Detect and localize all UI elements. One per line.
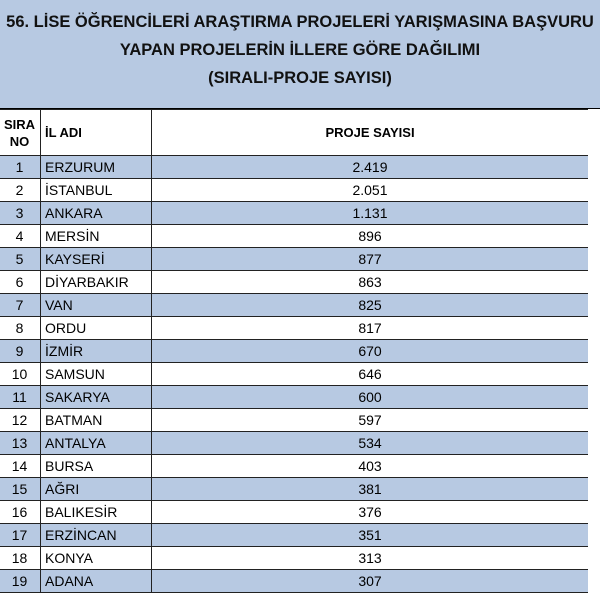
province-name: BURSA bbox=[41, 455, 152, 478]
row-number: 3 bbox=[0, 202, 41, 225]
project-count: 597 bbox=[152, 409, 589, 432]
table-row bbox=[0, 524, 589, 547]
page-margin bbox=[588, 109, 600, 600]
table-row bbox=[0, 317, 589, 340]
table-row bbox=[0, 225, 589, 248]
table-row bbox=[0, 340, 589, 363]
header-sira-line2: NO bbox=[9, 133, 30, 149]
row-number: 4 bbox=[0, 225, 41, 248]
row-number: 7 bbox=[0, 294, 41, 317]
project-count: 403 bbox=[152, 455, 589, 478]
province-name: ORDU bbox=[41, 317, 152, 340]
province-name: ADANA bbox=[41, 570, 152, 593]
project-count: 313 bbox=[152, 547, 589, 570]
title-line-1: 56. LİSE ÖĞRENCİLERİ ARAŞTIRMA PROJELERİ YARIŞMASINA BAŞVURU bbox=[6, 13, 594, 31]
table-row bbox=[0, 455, 589, 478]
table-row bbox=[0, 501, 589, 524]
project-count: 600 bbox=[152, 386, 589, 409]
table-row bbox=[0, 248, 589, 271]
row-number: 17 bbox=[0, 524, 41, 547]
project-count: 646 bbox=[152, 363, 589, 386]
project-count: 381 bbox=[152, 478, 589, 501]
province-name: MERSİN bbox=[41, 225, 152, 248]
province-name: ANKARA bbox=[41, 202, 152, 225]
province-name: ERZURUM bbox=[41, 156, 152, 179]
province-name: DİYARBAKIR bbox=[41, 271, 152, 294]
table-row bbox=[0, 363, 589, 386]
row-number: 14 bbox=[0, 455, 41, 478]
projects-by-province-table bbox=[0, 109, 589, 593]
project-count: 825 bbox=[152, 294, 589, 317]
table-row bbox=[0, 547, 589, 570]
province-name: BALIKESİR bbox=[41, 501, 152, 524]
header-il-adi: İL ADI bbox=[41, 110, 152, 156]
province-name: ERZİNCAN bbox=[41, 524, 152, 547]
row-number: 18 bbox=[0, 547, 41, 570]
province-name: İSTANBUL bbox=[41, 179, 152, 202]
province-name: AĞRI bbox=[41, 478, 152, 501]
project-count: 307 bbox=[152, 570, 589, 593]
table-title bbox=[0, 0, 600, 109]
row-number: 6 bbox=[0, 271, 41, 294]
province-name: ANTALYA bbox=[41, 432, 152, 455]
table-row bbox=[0, 478, 589, 501]
table-row bbox=[0, 386, 589, 409]
row-number: 11 bbox=[0, 386, 41, 409]
project-count: 534 bbox=[152, 432, 589, 455]
province-name: KAYSERİ bbox=[41, 248, 152, 271]
table-row bbox=[0, 179, 589, 202]
project-count: 877 bbox=[152, 248, 589, 271]
project-count: 2.419 bbox=[152, 156, 589, 179]
title-line-3: (SIRALI-PROJE SAYISI) bbox=[208, 69, 392, 87]
row-number: 2 bbox=[0, 179, 41, 202]
project-count: 2.051 bbox=[152, 179, 589, 202]
project-count: 351 bbox=[152, 524, 589, 547]
row-number: 1 bbox=[0, 156, 41, 179]
row-number: 10 bbox=[0, 363, 41, 386]
province-name: SAKARYA bbox=[41, 386, 152, 409]
table-row bbox=[0, 432, 589, 455]
row-number: 5 bbox=[0, 248, 41, 271]
province-name: BATMAN bbox=[41, 409, 152, 432]
project-count: 670 bbox=[152, 340, 589, 363]
row-number: 16 bbox=[0, 501, 41, 524]
province-name: SAMSUN bbox=[41, 363, 152, 386]
header-sira-line1: SIRA bbox=[3, 116, 36, 132]
table-row bbox=[0, 570, 589, 593]
table-row bbox=[0, 202, 589, 225]
header-row bbox=[0, 110, 589, 156]
row-number: 15 bbox=[0, 478, 41, 501]
province-name: VAN bbox=[41, 294, 152, 317]
row-number: 13 bbox=[0, 432, 41, 455]
table-row bbox=[0, 294, 589, 317]
project-count: 1.131 bbox=[152, 202, 589, 225]
header-proje-sayisi: PROJE SAYISI bbox=[152, 110, 589, 156]
row-number: 9 bbox=[0, 340, 41, 363]
row-number: 12 bbox=[0, 409, 41, 432]
row-number: 8 bbox=[0, 317, 41, 340]
table-row bbox=[0, 271, 589, 294]
project-count: 896 bbox=[152, 225, 589, 248]
project-count: 376 bbox=[152, 501, 589, 524]
title-line-2: YAPAN PROJELERİN İLLERE GÖRE DAĞILIMI bbox=[119, 41, 481, 59]
project-count: 817 bbox=[152, 317, 589, 340]
row-number: 19 bbox=[0, 570, 41, 593]
table-row bbox=[0, 409, 589, 432]
province-name: İZMİR bbox=[41, 340, 152, 363]
province-name: KONYA bbox=[41, 547, 152, 570]
project-count: 863 bbox=[152, 271, 589, 294]
table-row bbox=[0, 156, 589, 179]
header-sira-no bbox=[0, 110, 41, 156]
